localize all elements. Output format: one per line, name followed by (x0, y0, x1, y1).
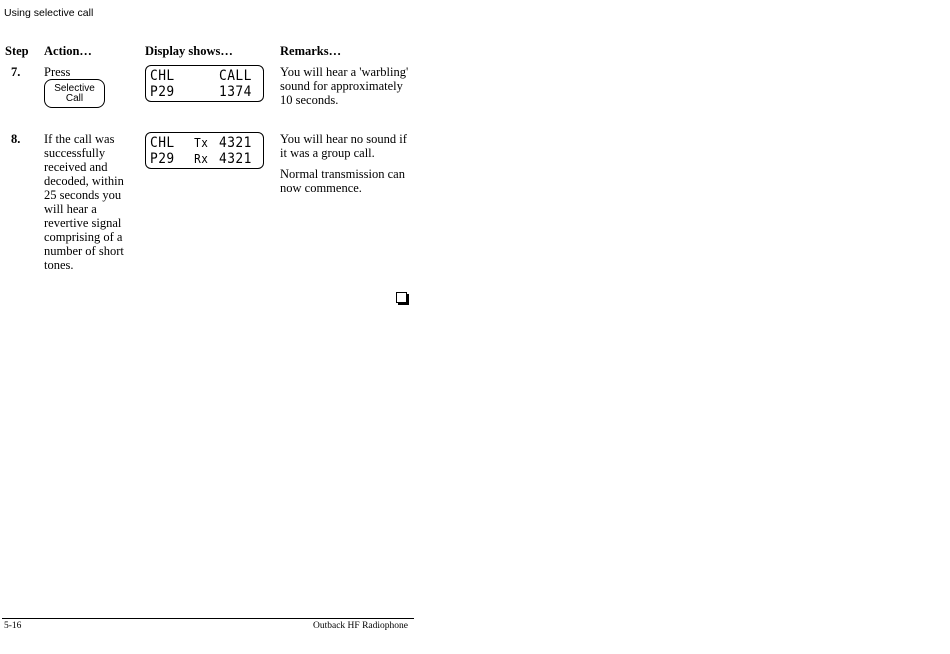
lcd-row1-right: CALL (219, 68, 252, 84)
lcd-display (145, 132, 264, 169)
lcd-row2-right: 1374 (219, 84, 252, 100)
running-header: Using selective call (4, 7, 94, 19)
action-text: If the call was successfully received and decoded, within 25 seconds you will hear a revertive signal comprising of a number of short tones. (44, 132, 124, 272)
lcd-row2-left: P29 (150, 84, 175, 100)
column-header-remarks: Remarks… (280, 44, 342, 58)
lcd-row2-mid: Rx (194, 152, 209, 166)
lcd-row1-left: CHL (150, 68, 175, 84)
selective-call-key-icon (44, 79, 105, 108)
remarks-text: You will hear no sound if it was a group call. Normal transmission can now commence. (280, 132, 407, 195)
column-header-action: Action… (44, 44, 92, 58)
lcd-row1-mid: Tx (194, 136, 209, 150)
key-label-line: Call (65, 93, 84, 104)
action-text: Press (44, 65, 71, 79)
lcd-row1-left: CHL (150, 135, 175, 151)
remarks-text: You will hear a 'warbling' sound for approximately 10 seconds. (280, 65, 409, 107)
step-number: 7. (11, 65, 21, 79)
key-label-line: Selective (54, 83, 95, 94)
lcd-row2-left: P29 (150, 151, 175, 167)
footer-rule (2, 618, 414, 619)
column-header-display: Display shows… (145, 44, 233, 58)
document-title: Outback HF Radiophone (313, 621, 408, 631)
step-number: 8. (11, 132, 21, 146)
lcd-row1-right: 4321 (219, 135, 252, 151)
page-number: 5-16 (4, 621, 22, 631)
lcd-display (145, 65, 264, 102)
end-of-section-box-icon (396, 292, 407, 303)
lcd-row2-right: 4321 (219, 151, 252, 167)
column-header-step: Step (5, 44, 29, 58)
